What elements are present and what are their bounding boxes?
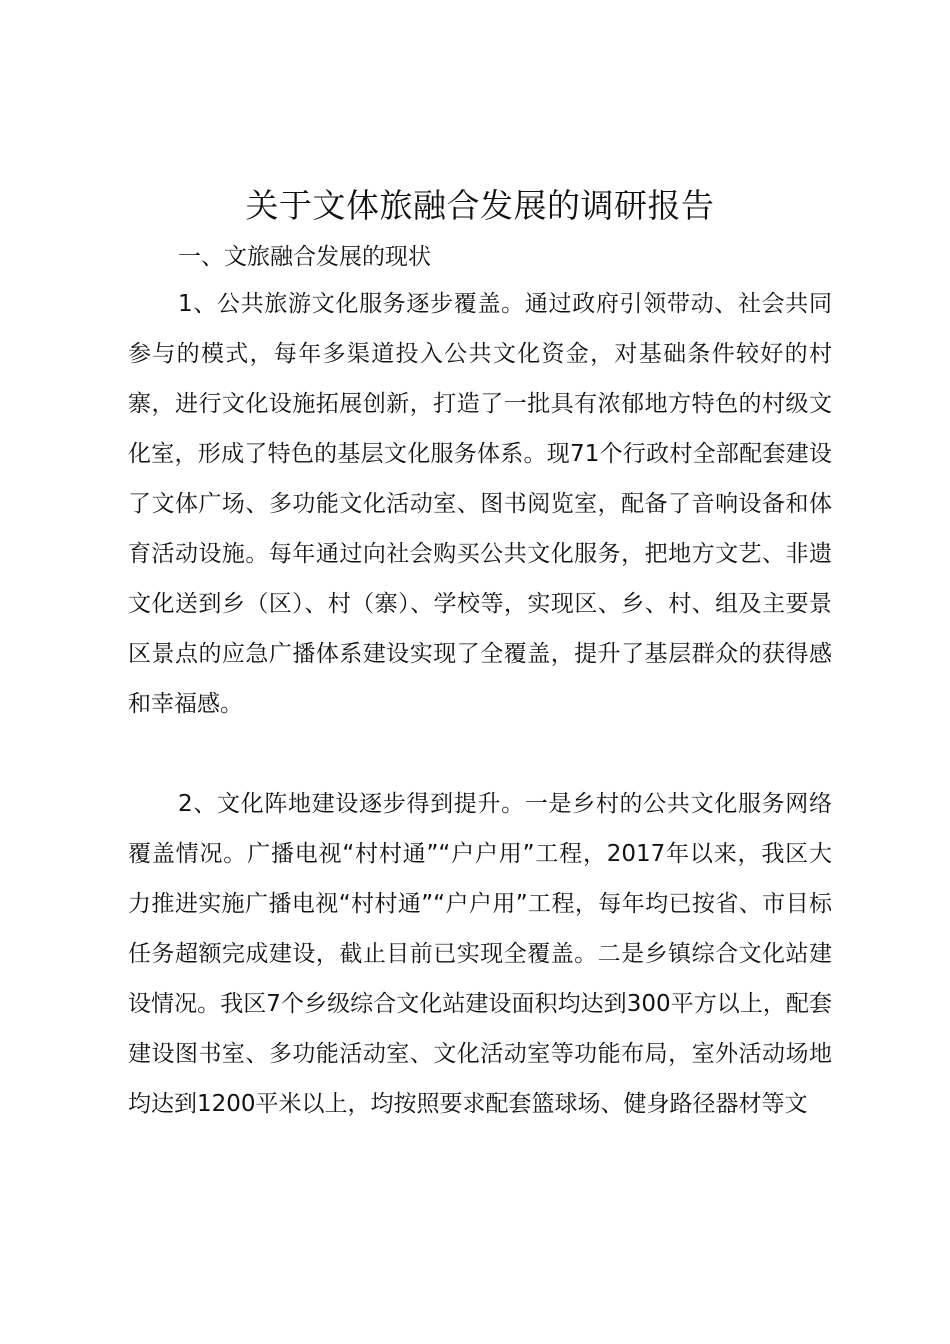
paragraph-culture-facilities: 2、文化阵地建设逐步得到提升。一是乡村的公共文化服务网络覆盖情况。广播电视“村村通”“户户用”工程，2017年以来，我区大力推进实施广播电视“村村通”“户户用”工程，每年均已按省、市目标任务超额完成建设，截止目前已实现全覆盖。二是乡镇综合文化站建设情况。我区7个乡级综合文化站建设面积均达到300平方以上，配套建设图书室、多功能活动室、文化活动室等功能布局，室外活动场地均达到1200平米以上，均按照要求配套篮球场、健身路径器材等文	[128, 791, 832, 1117]
section-heading: 一、文旅融合发展的现状	[178, 244, 431, 270]
paragraph-public-culture-service: 1、公共旅游文化服务逐步覆盖。通过政府引领带动、社会共同参与的模式，每年多渠道投入公共文化资金，对基础条件较好的村寨，进行文化设施拓展创新，打造了一批具有浓郁地方特色的村级文化室，形成了特色的基层文化服务体系。现71个行政村全部配套建设了文体广场、多功能文化活动室、图书阅览室，配备了音响设备和体育活动设施。每年通过向社会购买公共文化服务，把地方文艺、非遗文化送到乡（区）、村（寨）、学校等，实现区、乡、村、组及主要景区景点的应急广播体系建设实现了全覆盖，提升了基层群众的获得感和幸福感。	[128, 291, 832, 717]
document-title: 关于文体旅融合发展的调研报告	[245, 186, 715, 225]
